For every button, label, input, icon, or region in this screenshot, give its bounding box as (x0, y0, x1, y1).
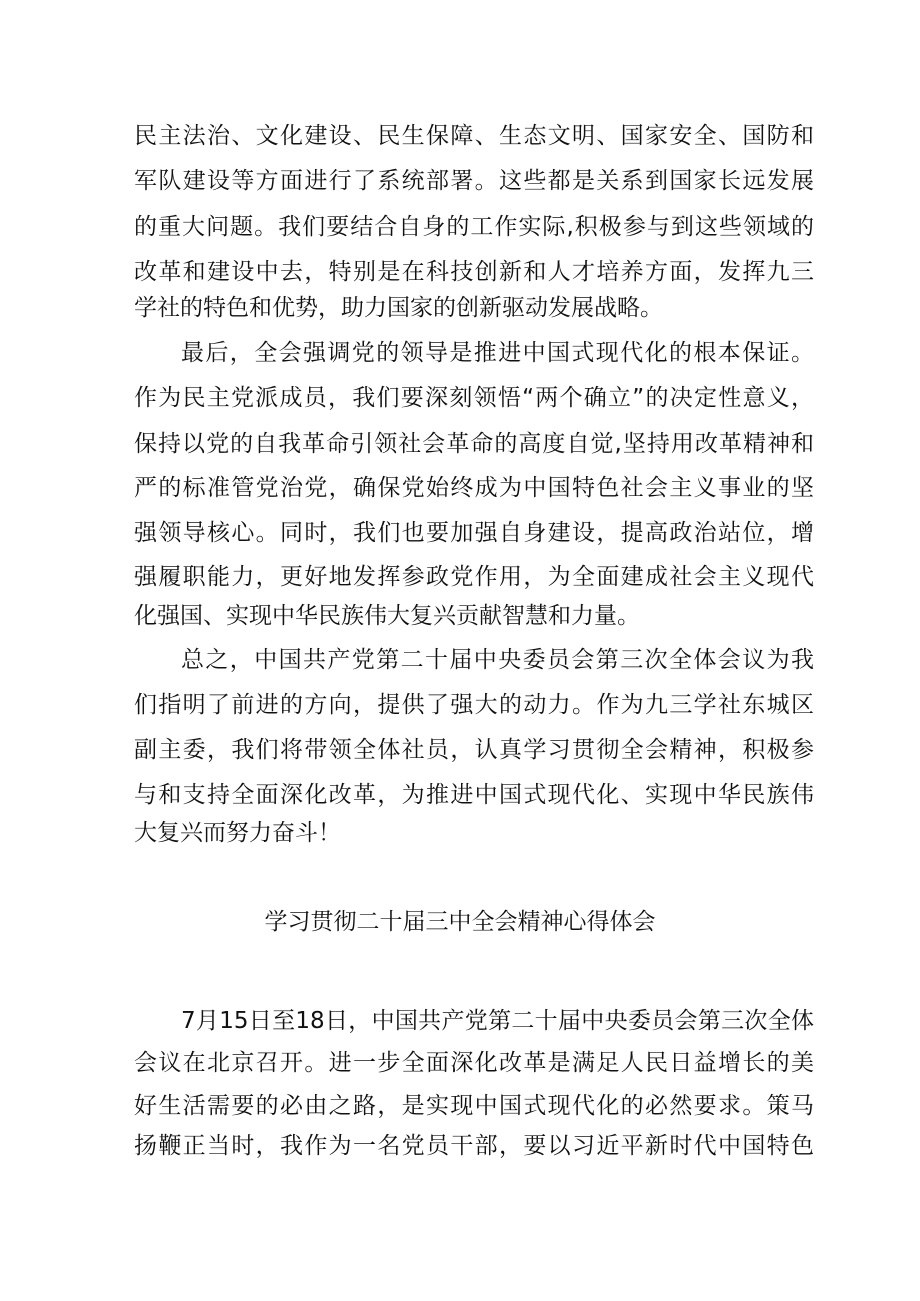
paragraph-line: 改革和建设中去，特别是在科技创新和人才培养方面，发挥九三 (134, 259, 814, 285)
paragraph-line: 最后，全会强调党的领导是推进中国式现代化的根本保证。 (181, 340, 814, 366)
paragraph-line: 7月15日至18日，中国共产党第二十届中央委员会第三次全体 (181, 1008, 814, 1034)
paragraph-line: 学社的特色和优势，助力国家的创新驱动发展战略。 (134, 295, 663, 321)
paragraph-line: 保持以党的自我革命引领社会革命的高度自觉,坚持用改革精神和 (134, 431, 814, 457)
paragraph-line: 强履职能力，更好地发挥参政党作用，为全面建成社会主义现代 (134, 564, 814, 590)
paragraph-line: 的重大问题。我们要结合自身的工作实际,积极参与到这些领域的 (134, 214, 814, 240)
paragraph-line: 扬鞭正当时，我作为一名党员干部，要以习近平新时代中国特色 (134, 1133, 814, 1159)
paragraph-line: 大复兴而努力奋斗！ (134, 820, 341, 846)
paragraph-line: 总之，中国共产党第二十届中央委员会第三次全体会议为我 (181, 647, 814, 673)
paragraph-line: 军队建设等方面进行了系统部署。这些都是关系到国家长远发展 (134, 168, 814, 194)
paragraph-line: 与和支持全面深化改革，为推进中国式现代化、实现中华民族伟 (134, 782, 814, 808)
paragraph-line: 严的标准管党治党，确保党始终成为中国特色社会主义事业的坚 (134, 475, 814, 501)
paragraph-line: 副主委，我们将带领全体社员，认真学习贯彻全会精神，积极参 (134, 737, 814, 763)
paragraph-line: 们指明了前进的方向，提供了强大的动力。作为九三学社东城区 (134, 692, 814, 718)
paragraph-line: 民主法治、文化建设、民生保障、生态文明、国家安全、国防和 (134, 123, 814, 149)
paragraph-line: 作为民主党派成员，我们要深刻领悟“两个确立”的决定性意义， (134, 385, 814, 411)
paragraph-line: 好生活需要的必由之路，是实现中国式现代化的必然要求。策马 (134, 1093, 814, 1119)
section-title: 学习贯彻二十届三中全会精神心得体会 (264, 909, 656, 935)
paragraph-line: 强领导核心。同时，我们也要加强自身建设，提高政治站位，增 (134, 520, 814, 546)
paragraph-line: 会议在北京召开。进一步全面深化改革是满足人民日益增长的美 (134, 1050, 814, 1076)
paragraph-line: 化强国、实现中华民族伟大复兴贡献智慧和力量。 (134, 603, 640, 629)
